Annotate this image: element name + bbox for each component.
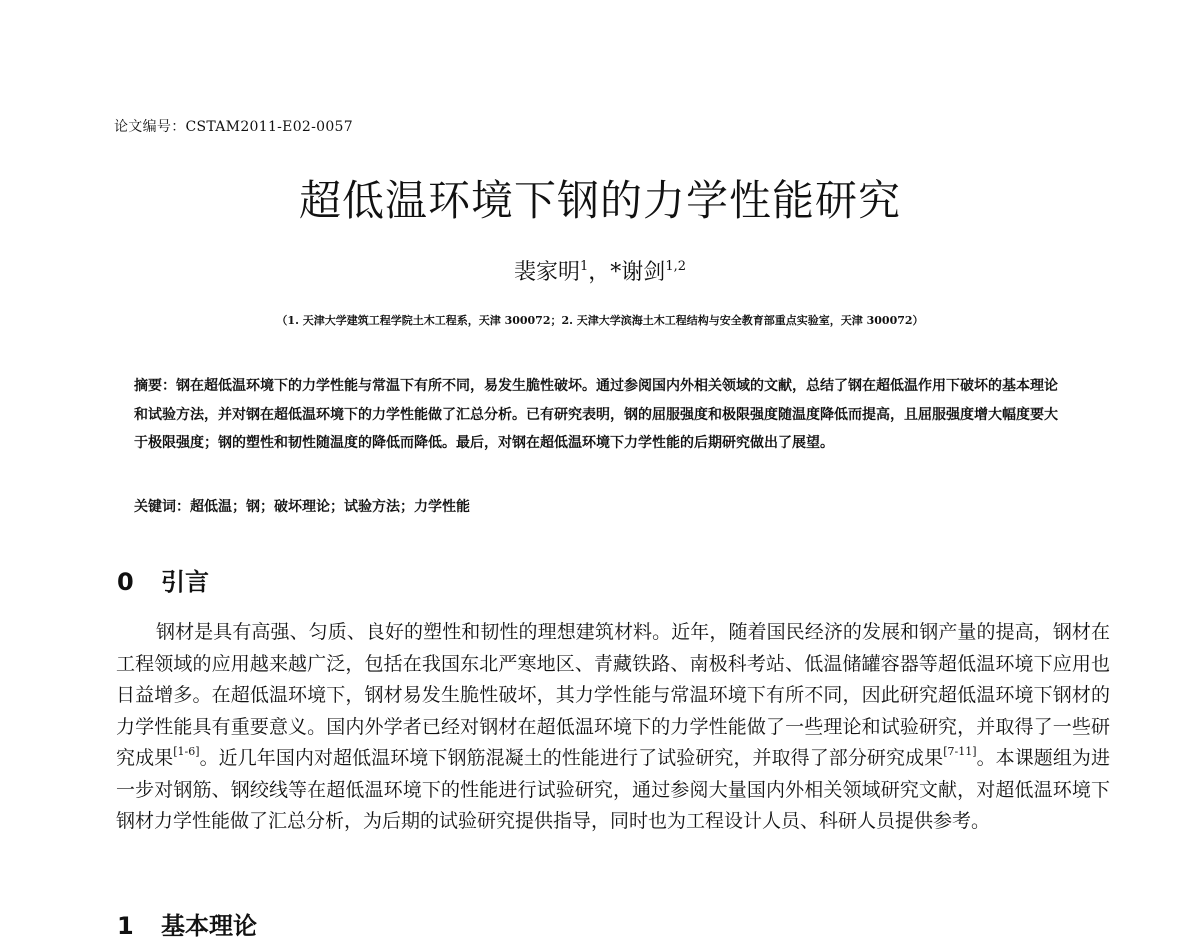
section-heading-intro	[117, 562, 209, 597]
paper-id: 论文编号：CSTAM2011-E02-0057	[114, 119, 353, 135]
author-affil-mark: 1,2	[665, 259, 686, 274]
abstract: 摘要：钢在超低温环境下的力学性能与常温下有所不同，易发生脆性破坏。通过参阅国内外相关领域的文献，总结了钢在超低温作用下破坏的基本理论和试验方法，并对钢在超低温环境下的力学性能做了汇总分析。已有研究表明，钢的屈服强度和极限强度随温度降低而提高，且屈服强度增大幅度要大于极限强度；钢的塑性和韧性随温度的降低而降低。最后，对钢在超低温环境下力学性能的后期研究做出了展望。	[134, 378, 1058, 451]
paper-title: 超低温环境下钢的力学性能研究	[298, 176, 901, 225]
author-separator: ，	[588, 260, 611, 285]
intro-text: 。本课题组为进一步对钢筋、钢绞线等在超低温环境下的性能进行试验研究，通过参阅大量国内外相关领域研究文献，对超低温环境下钢材力学性能做了汇总分析，为后期的试验研究提供指导，同时也为工程设计人员、科研人员提供参考。	[116, 747, 1110, 832]
citation-ref: [1-6]	[173, 745, 200, 758]
intro-paragraph	[116, 617, 1110, 838]
section-title: 引言	[161, 568, 209, 596]
section-heading-basic-theory	[117, 906, 257, 941]
author-affil-mark: 1	[580, 259, 589, 274]
intro-text: 钢材是具有高强、匀质、良好的塑性和韧性的理想建筑材料。近年，随着国民经济的发展和钢产量的提高，钢材在工程领域的应用越来越广泛，包括在我国东北严寒地区、青藏铁路、南极科考站、低温储罐容器等超低温环境下应用也日益增多。在超低温环境下，钢材易发生脆性破坏，其力学性能与常温环境下有所不同，因此研究超低温环境下钢材的力学性能具有重要意义。国内外学者已经对钢材在超低温环境下的力学性能做了一些理论和试验研究，并取得了一些研究成果	[116, 621, 1110, 769]
author-name: *谢剑	[610, 260, 666, 285]
authors-line	[0, 255, 1200, 286]
author-name: 裴家明	[513, 260, 580, 285]
intro-text: 。近几年国内对超低温环境下钢筋混凝土的性能进行了试验研究，并取得了部分研究成果	[199, 747, 944, 769]
keywords: 关键词：超低温；钢；破坏理论；试验方法；力学性能	[134, 499, 470, 515]
section-title: 基本理论	[161, 912, 257, 940]
citation-ref: [7-11]	[943, 745, 977, 758]
section-number: 1	[117, 912, 134, 940]
affiliations: （1. 天津大学建筑工程学院土木工程系，天津 300072；2. 天津大学滨海土木工程结构与安全教育部重点实验室，天津 300072）	[276, 314, 924, 327]
section-number: 0	[117, 568, 134, 596]
